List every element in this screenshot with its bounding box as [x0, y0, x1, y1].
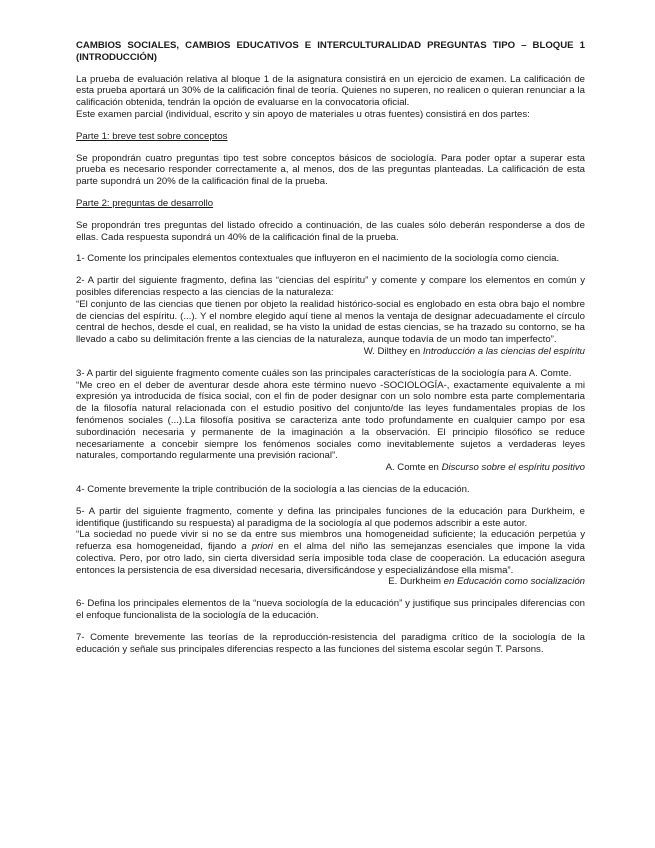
- question-3-attribution: [76, 462, 585, 474]
- question-5-attribution: [76, 576, 585, 588]
- q5-quote-a: “La sociedad no puede vivir si no se da entre sus miembros una homogeneidad suficiente; la educación perpetúa y refuerza esa homogeneidad, fijando: [76, 529, 585, 553]
- q3-author: A. Comte en: [385, 462, 442, 474]
- question-2: [76, 275, 585, 358]
- q5-quote-b: en el alma del niño las semejanzas esenciales que impone la vida colectiva. Pero, por otro lado, sin cierta diversidad sería imposible toda clase de cooperación. La educación asegura entonces la persistencia de esa diversidad necesaria, diversificándose y especializándose ella misma”.: [76, 541, 586, 576]
- question-1: 1- Comente los principales elementos contextuales que influyeron en el nacimiento de la sociología como ciencia.: [76, 253, 560, 265]
- question-7: 7- Comente brevemente las teorías de la reproducción-resistencia del paradigma crítico de la sociología de la educación y señale sus principales diferencias respecto a las funciones del sistema escolar según T. Parsons.: [76, 631, 585, 655]
- question-6: 6- Defina los principales elementos de la “nueva sociología de la educación” y justifique sus principales diferencias con el enfoque funcionalista de la sociología de la educación.: [76, 598, 585, 622]
- part2-heading: Parte 2: preguntas de desarrollo: [76, 197, 214, 209]
- intro-paragraph-1: La prueba de evaluación relativa al bloque 1 de la asignatura consistirá en un ejercicio de examen. La calificación de esta prueba aportará un 30% de la calificación final de teoría. Quienes no superen, no realicen o quieran renunciar a la calificación obtenida, tendrán la opción de evaluarse en la convocatoria oficial.: [76, 73, 585, 109]
- q5-author: E. Durkheim: [388, 576, 444, 588]
- question-5-text: 5- A partir del siguiente fragmento, comente y defina las principales funciones de la educación para Durkheim, e identifique (justificando su respuesta) al paradigma de la sociología al que podemos adscribir a este autor.: [76, 505, 585, 529]
- question-5: [76, 506, 585, 589]
- part1-text: Se propondrán cuatro preguntas tipo test sobre conceptos básicos de sociología. Para poder optar a superar esta prueba es necesario responder correctamente a, al menos, dos de las preguntas planteadas. La calificación de esta parte supondrá un 20% de la calificación final de la prueba.: [76, 152, 585, 188]
- question-5-quote: [76, 529, 585, 576]
- question-2-text: 2- A partir del siguiente fragmento, defina las “ciencias del espíritu” y comente y compare los elementos en común y posibles diferencias respecto a las ciencias de la naturaleza:: [76, 275, 585, 298]
- question-3-quote: “Me creo en el deber de aventurar desde ahora este término nuevo -SOCIOLOGÍA-, exactamente equivalente a mi expresión ya introducida de física social, con el fin de poder designar con un solo nombre esta parte complementaria de la filosofía natural relacionada con el estudio positivo del conjunto/de las leyes fundamentales propias de los fenómenos sociales (...).La filosofía positiva se caracteriza ante todo profundamente en cualquier campo por esa subordinación necesaria y permanente de la imaginación a la observación. El principio filosófico se reduce necesariamente a concebir siempre los fenómenos sociales como inevitablemente sujetos a verdaderas leyes naturales, comportando regularmente una previsión racional”.: [76, 379, 585, 462]
- document-title: CAMBIOS SOCIALES, CAMBIOS EDUCATIVOS E INTERCULTURALIDAD PREGUNTAS TIPO – BLOQUE 1 (INTRODUCCIÓN): [76, 40, 585, 63]
- part2-text: Se propondrán tres preguntas del listado ofrecido a continuación, de las cuales sólo deberán responderse a dos de ellas. Cada respuesta supondrá un 40% de la calificación final de la prueba.: [76, 219, 585, 243]
- question-3-text: 3- A partir del siguiente fragmento comente cuáles son las principales características de la sociología para A. Comte.: [76, 367, 572, 379]
- q5-quote-italic: a priori: [241, 541, 274, 553]
- q2-author: W. Dilthey en: [363, 345, 423, 357]
- q5-work: en Educación como socialización: [443, 576, 585, 588]
- q2-work: Introducción a las ciencias del espíritu: [422, 345, 585, 357]
- question-2-quote: “El conjunto de las ciencias que tienen por objeto la realidad histórico-social es englobado en esta obra bajo el nombre de ciencias del espíritu. (...). Y el nombre elegido aquí tiene al menos la ventaja de designar adecuadamente el círculo central de hechos, desde el cual, en realidad, se ha visto la unidad de estas ciencias, se ha trazado su contorno, se ha llevado a cabo su delimitación frente a las ciencias de la naturaleza, aunque todavía de un modo tan imperfecto”.: [76, 298, 585, 346]
- intro-paragraph-2: Este examen parcial (individual, escrito y sin apoyo de materiales u otras fuentes) consistirá en dos partes:: [76, 108, 530, 120]
- question-3: [76, 368, 585, 474]
- question-2-attribution: [76, 346, 585, 358]
- part1-heading: Parte 1: breve test sobre conceptos: [76, 130, 228, 142]
- question-4: 4- Comente brevemente la triple contribución de la sociología a las ciencias de la educación.: [76, 483, 470, 495]
- q3-work: Discurso sobre el espíritu positivo: [441, 462, 585, 474]
